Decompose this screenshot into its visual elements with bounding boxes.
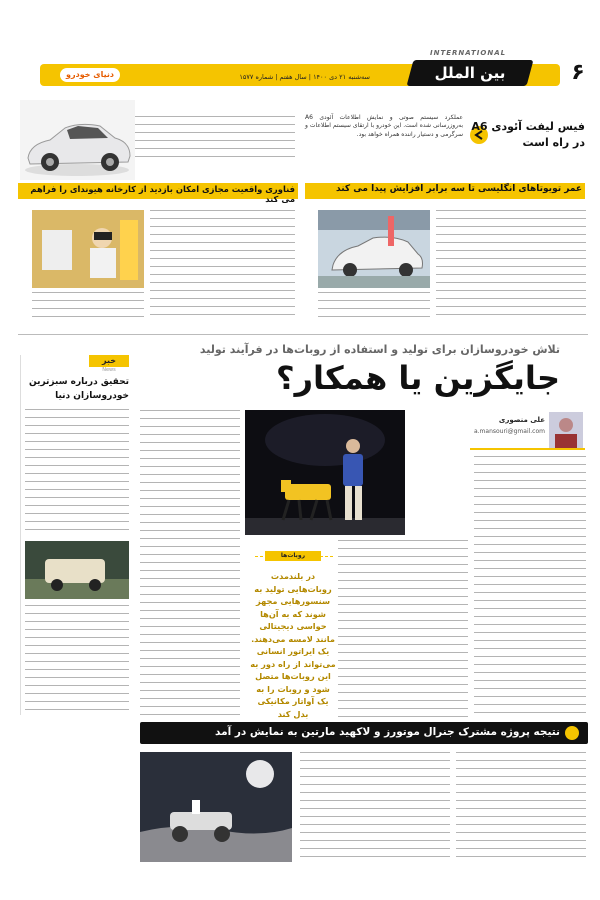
news-body-continued (25, 605, 129, 713)
feature-left-column (140, 410, 240, 718)
hyundai-story-body-continued (32, 292, 144, 322)
audi-a6-photo (20, 100, 135, 180)
toyota-factory-photo (318, 210, 430, 288)
author-box (470, 410, 585, 452)
hyundai-story-body (150, 210, 295, 322)
newspaper-logo: دنیای خودرو (60, 68, 120, 82)
top-story-title: فیس لیفت آئودی A6 در راه است (471, 120, 585, 149)
robot-dog-photo (245, 410, 405, 535)
section-title: بین الملل (434, 64, 506, 82)
author-name: علی منصوری (498, 416, 545, 424)
author-email[interactable]: a.mansouri@gmail.com (473, 428, 545, 435)
bottom-story-title: نتیجه پروژه مشترک جنرال موتورز و لاکهید مارتین به نمایش در آمد (215, 726, 560, 738)
date-line: سه‌شنبه ۲۱ دی ۱۴۰۰ | سال هفتم | شماره ۱۵۷۷ (239, 73, 370, 81)
news-body (25, 409, 129, 537)
vehicle-photo (25, 541, 129, 599)
toyota-story-body-continued (318, 292, 430, 322)
top-story-body: عملکرد سیستم صوتی و نمایش اطلاعات آئودی A6 به‌روزرسانی شده است. این خودرو با ارتقای سیستم اطلاعات و سرگرمی و دستیار راننده همراه خواهد بود. (305, 114, 463, 138)
toyota-story-body (436, 210, 586, 322)
bottom-story-col-right (456, 752, 586, 864)
pull-quote-label: روبات‌ها (265, 551, 321, 561)
toyota-story-title: عمر تویوتاهای انگلیسی تا سه برابر افزایش پیدا می کند (336, 184, 582, 194)
lunar-vehicle-photo (140, 752, 292, 862)
top-story-body-continued (135, 116, 295, 162)
news-label: خبر (89, 355, 129, 367)
hyundai-vr-photo (32, 210, 144, 288)
section-divider (18, 334, 588, 335)
hyundai-story-title: فناوری واقعیت مجازی امکان بازدید از کارخانه هیوندای را فراهم می کند (30, 184, 295, 204)
news-box (20, 355, 133, 715)
author-photo (549, 412, 583, 448)
page-number: ۶ (571, 60, 585, 85)
pull-quote: در بلندمدت روبات‌هایی تولید به سنسورهایی مجهز شوند که به آن‌ها حواسی ديجيتالی مانند لامسه می‌دهند. یک ایراتور انسانی می‌تواند از راه دور به این روبات‌ها متصل شود و روبات را به یک آواتار مکانیکی بدل کند (250, 571, 336, 719)
author-underline (470, 448, 585, 450)
feature-kicker: تلاش خودروسازان برای تولید و استفاده از روبات‌ها در فرآیند تولید (199, 343, 560, 356)
international-label: INTERNATIONAL (430, 49, 507, 57)
bottom-story-col-mid (300, 752, 450, 864)
news-title-line2: خودروسازان دنیا (55, 391, 129, 401)
news-title-line1: تحقیق درباره سبزترین (28, 377, 129, 387)
news-label-en: News (102, 367, 116, 373)
feature-headline: جایگزین یا همکار؟ (276, 359, 560, 397)
feature-right-column (474, 456, 586, 718)
bottom-story-bullet-icon (565, 726, 579, 740)
feature-middle-column (338, 540, 468, 718)
